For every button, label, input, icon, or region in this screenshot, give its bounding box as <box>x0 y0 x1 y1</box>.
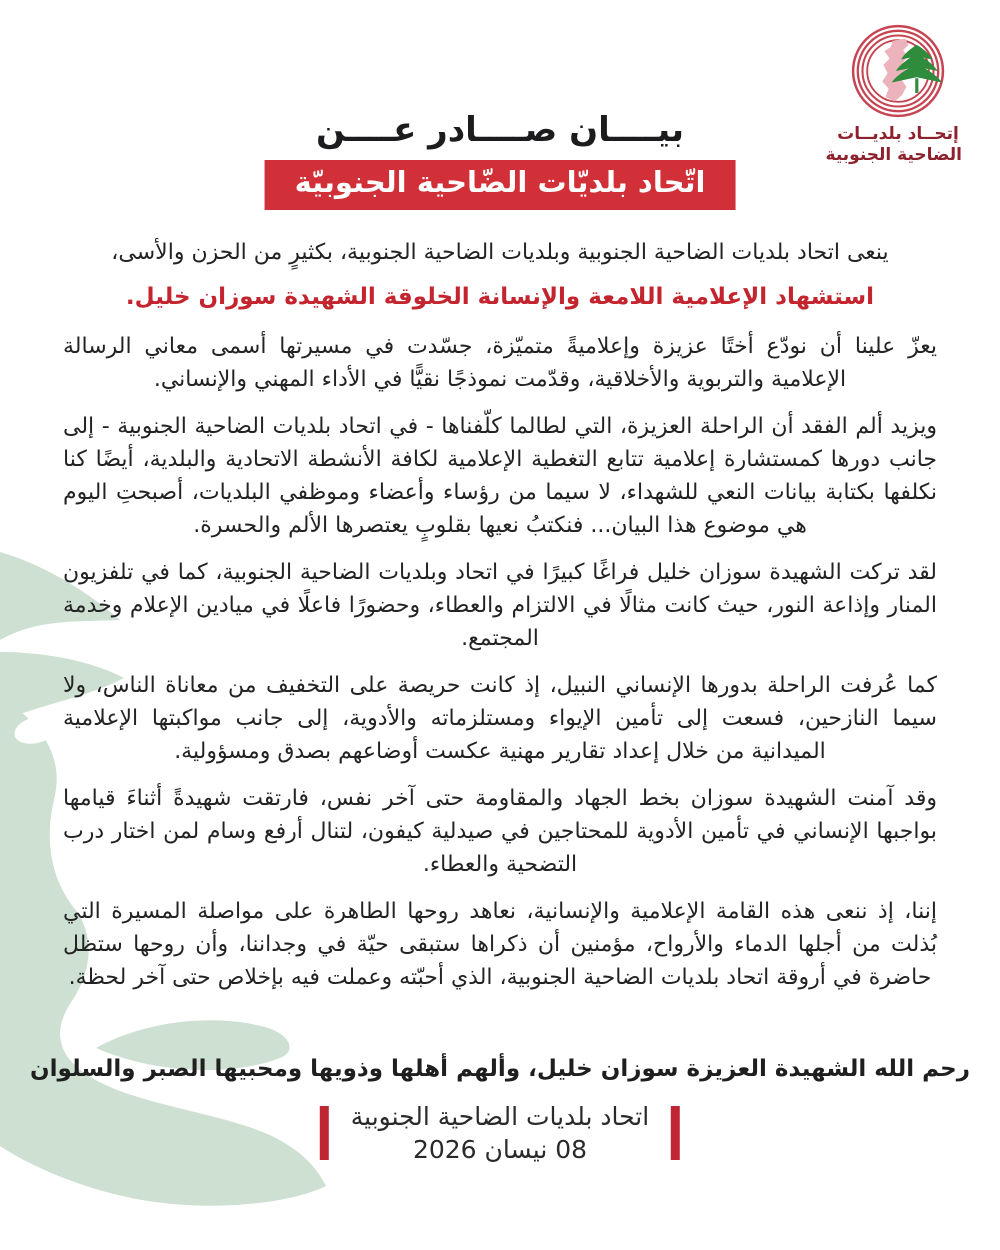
org-logo-emblem <box>851 24 945 118</box>
org-logo-name-line2: الضاحية الجنوبية <box>825 145 962 165</box>
condolence-line: رحم الله الشهيدة العزيزة سوزان خليل، وألهم أهلها وذويها ومحبيها الصبر والسلوان <box>30 1056 970 1082</box>
paragraph-martyrdom: وقد آمنت الشهيدة سوزان بخط الجهاد والمقاومة حتى آخر نفس، فارتقت شهيدةً أثناءَ قيامها بواجبها الإنساني في تأمين الأدوية للمحتاجين في صيدلية كيفون، لتنال أرفع وسام لمن اختار درب التضحية والعطاء. <box>63 786 937 877</box>
signature-text <box>351 1100 649 1166</box>
statement-title: بيــــان صــــادر عــــن <box>315 110 685 150</box>
paragraph-humanitarian: كما عُرفت الراحلة بدورها الإنساني النبيل، إذ كانت حريصة على التخفيف من معاناة الناس، ولا سيما النازحين، فسعت إلى تأمين الإيواء ومستلزماته والأدوية، إلى جانب مواكبتها الإعلامية الميدانية من خلال إعداد تقارير مهنية عكست أوضاعهم بصدق ومسؤولية. <box>63 673 937 764</box>
signature-org: اتحاد بلديات الضاحية الجنوبية <box>350 1102 650 1131</box>
paragraph-loss: ويزيد ألم الفقد أن الراحلة العزيزة، التي لطالما كلّفناها - في اتحاد بلديات الضاحية الجنوبية - إلى جانب دورها كمستشارة إعلامية تتابع التغطية الإعلامية لكافة الأنشطة الاتحادية والبلدية، أيضًا كنا نكلفها بكتابة بيانات النعي للشهداء، لا سيما من رؤساء وأعضاء وموظفي البلديات، أصبحتِ اليوم هي موضوع هذا البيان... فنكتبُ نعيها بقلوبٍ يعتصرها الألم والحسرة. <box>63 414 937 538</box>
org-banner: اتّحاد بلديّات الضّاحية الجنوبيّة <box>265 160 736 210</box>
statement-body <box>63 236 937 1008</box>
paragraph-intro: ينعى اتحاد بلديات الضاحية الجنوبية وبلديات الضاحية الجنوبية، بكثيرٍ من الحزن والأسى، <box>111 240 889 265</box>
signature-bar-right <box>671 1106 680 1160</box>
paragraph-legacy: لقد تركت الشهيدة سوزان خليل فراغًا كبيرًا في اتحاد وبلديات الضاحية الجنوبية، كما في تلفزيون المنار وإذاعة النور، حيث كانت مثالًا في الالتزام والعطاء، وحضورًا فاعلًا في ميادين الإعلام وخدمة المجتمع. <box>63 560 937 651</box>
signature-date: 08 نيسان 2026 <box>412 1135 588 1164</box>
signature-bar-left <box>320 1106 329 1160</box>
paragraph-farewell: يعزّ علينا أن نودّع أختًا عزيزة وإعلاميةً متميّزة، جسّدت في مسيرتها أسمى معاني الرسالة الإعلامية والتربوية والأخلاقية، وقدّمت نموذجًا نقيًّا في الأداء المهني والإنساني. <box>63 334 937 392</box>
paragraph-pledge: إننا، إذ ننعى هذه القامة الإعلامية والإنسانية، نعاهد روحها الطاهرة على مواصلة المسيرة التي بُذلت من أجلها الدماء والأرواح، مؤمنين أن ذكراها ستبقى حيّة في وجداننا، وأن روحها ستظل حاضرة في أروقة اتحاد بلديات الضاحية الجنوبية، الذي أحبّته وعملت فيه بإخلاص حتى آخر لحظة. <box>63 899 937 990</box>
martyrdom-headline: استشهاد الإعلامية اللامعة والإنسانة الخلوقة الشهيدة سوزان خليل. <box>125 284 875 310</box>
signature-block <box>320 1100 680 1166</box>
org-logo-name-line1: إتحــاد بلديــات <box>837 124 959 144</box>
